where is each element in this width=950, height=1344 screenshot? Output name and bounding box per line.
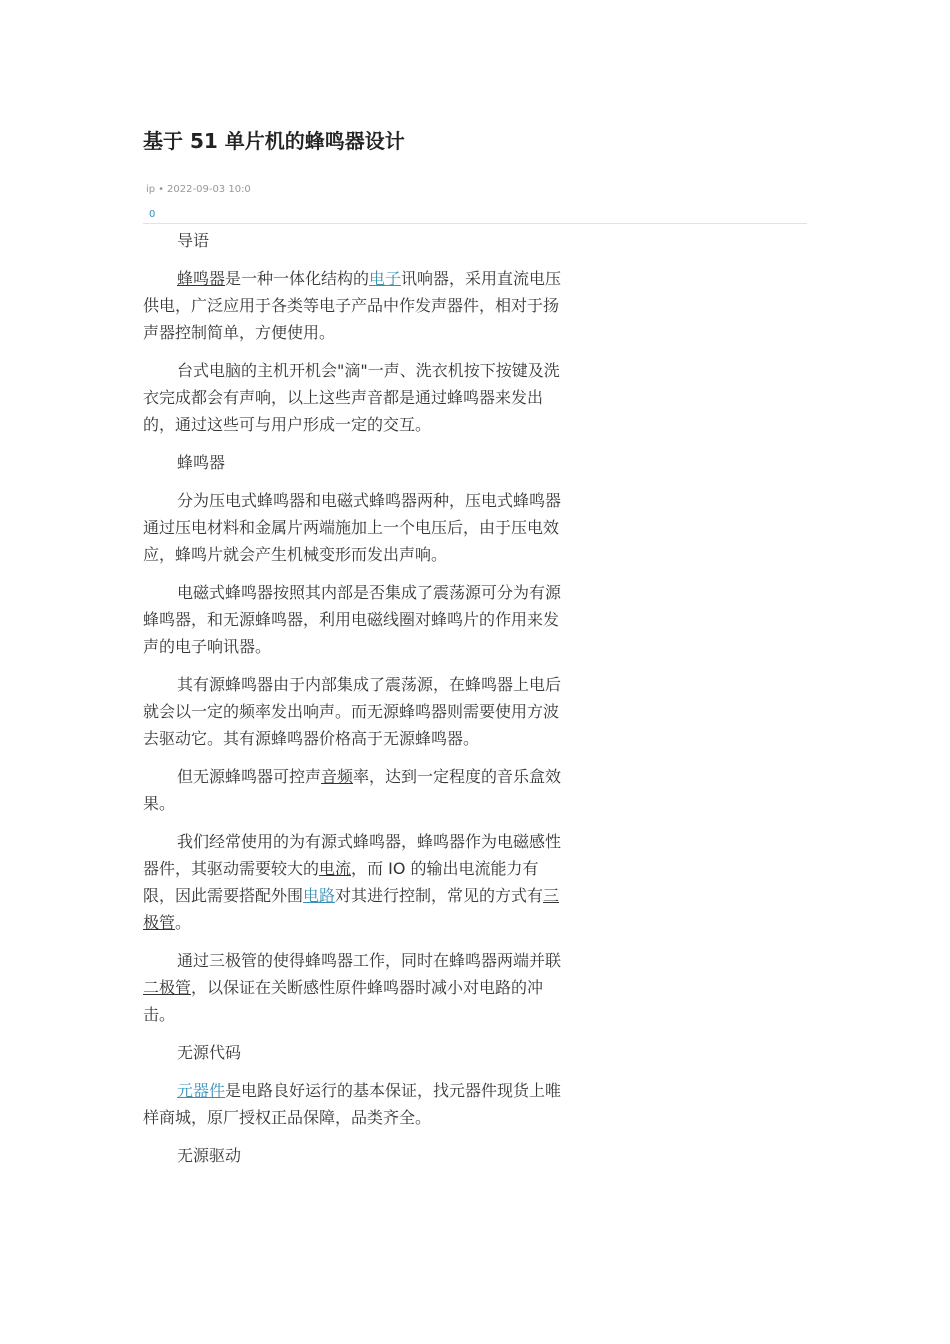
article-meta	[143, 183, 807, 197]
article-title: 基于 51 单片机的蜂鸣器设计	[143, 129, 405, 153]
section-heading-passive-drive: 无源驱动	[177, 1146, 242, 1165]
divider	[143, 223, 807, 224]
text-span: ，以保证在关断感性原件蜂鸣器时减小对电路的冲击。	[143, 978, 544, 1024]
section-heading-intro: 导语	[177, 231, 210, 250]
paragraph: 台式电脑的主机开机会"滴"一声、洗衣机按下按键及洗衣完成都会有声响，以上这些声音都是通过蜂鸣器来发出的，通过这些可与用户形成一定的交互。	[143, 361, 560, 434]
keyword-audio[interactable]: 音频	[321, 767, 354, 786]
text-span: ，而 IO 的输出电流能力有限，因此需要搭配外围	[143, 859, 539, 905]
section-heading-passive-code: 无源代码	[177, 1043, 242, 1062]
keyword-transistor[interactable]: 三极管	[143, 886, 560, 932]
text-span: 是电路良好运行的基本保证，找元器件现货上唯样商城，原厂授权正品保障，品类齐全。	[143, 1081, 562, 1127]
keyword-buzzer[interactable]: 蜂鸣器	[177, 269, 226, 288]
article-body	[143, 227, 567, 1169]
link-components[interactable]: 元器件	[177, 1081, 226, 1100]
paragraph	[143, 947, 567, 1028]
text-span: 讯响器，采用直流电压供电，广泛应用于各类等电子产品中作发声器件，相对于扬声器控制简单，方便使用。	[143, 269, 562, 342]
text-span: 我们经常使用的为有源式蜂鸣器，蜂鸣器作为电磁感性器件，其驱动需要较大的	[143, 832, 562, 878]
keyword-current[interactable]: 电流	[319, 859, 352, 878]
text-span: 是一种一体化结构的	[225, 269, 370, 288]
view-count[interactable]: 0	[149, 209, 156, 220]
paragraph	[143, 1077, 567, 1131]
paragraph	[143, 828, 567, 936]
text-span: 。	[175, 913, 192, 932]
text-span: 率，达到一定程度的音乐盒效果。	[143, 767, 562, 813]
link-circuit[interactable]: 电路	[303, 886, 336, 905]
meta-separator: •	[158, 184, 165, 195]
paragraph: 电磁式蜂鸣器按照其内部是否集成了震荡源可分为有源蜂鸣器，和无源蜂鸣器，利用电磁线圈对蜂鸣片的作用来发声的电子响讯器。	[143, 583, 562, 656]
paragraph: 其有源蜂鸣器由于内部集成了震荡源，在蜂鸣器上电后就会以一定的频率发出响声。而无源蜂鸣器则需要使用方波去驱动它。其有源蜂鸣器价格高于无源蜂鸣器。	[143, 675, 562, 748]
text-span: 对其进行控制，常见的方式有	[335, 886, 544, 905]
text-span: 但无源蜂鸣器可控声	[177, 767, 322, 786]
paragraph: 分为压电式蜂鸣器和电磁式蜂鸣器两种，压电式蜂鸣器通过压电材料和金属片两端施加上一个电压后，由于压电效应，蜂鸣片就会产生机械变形而发出声响。	[143, 491, 562, 564]
link-electronics[interactable]: 电子	[369, 269, 402, 288]
publish-date: 2022-09-03 10:0	[167, 184, 251, 195]
text-span: 通过三极管的使得蜂鸣器工作，同时在蜂鸣器两端并联	[177, 951, 562, 970]
article	[143, 126, 807, 1180]
section-heading-buzzer: 蜂鸣器	[177, 453, 226, 472]
author-name[interactable]: ip	[146, 184, 156, 195]
paragraph	[143, 265, 567, 346]
paragraph	[143, 763, 567, 817]
keyword-diode[interactable]: 二极管	[143, 978, 192, 997]
